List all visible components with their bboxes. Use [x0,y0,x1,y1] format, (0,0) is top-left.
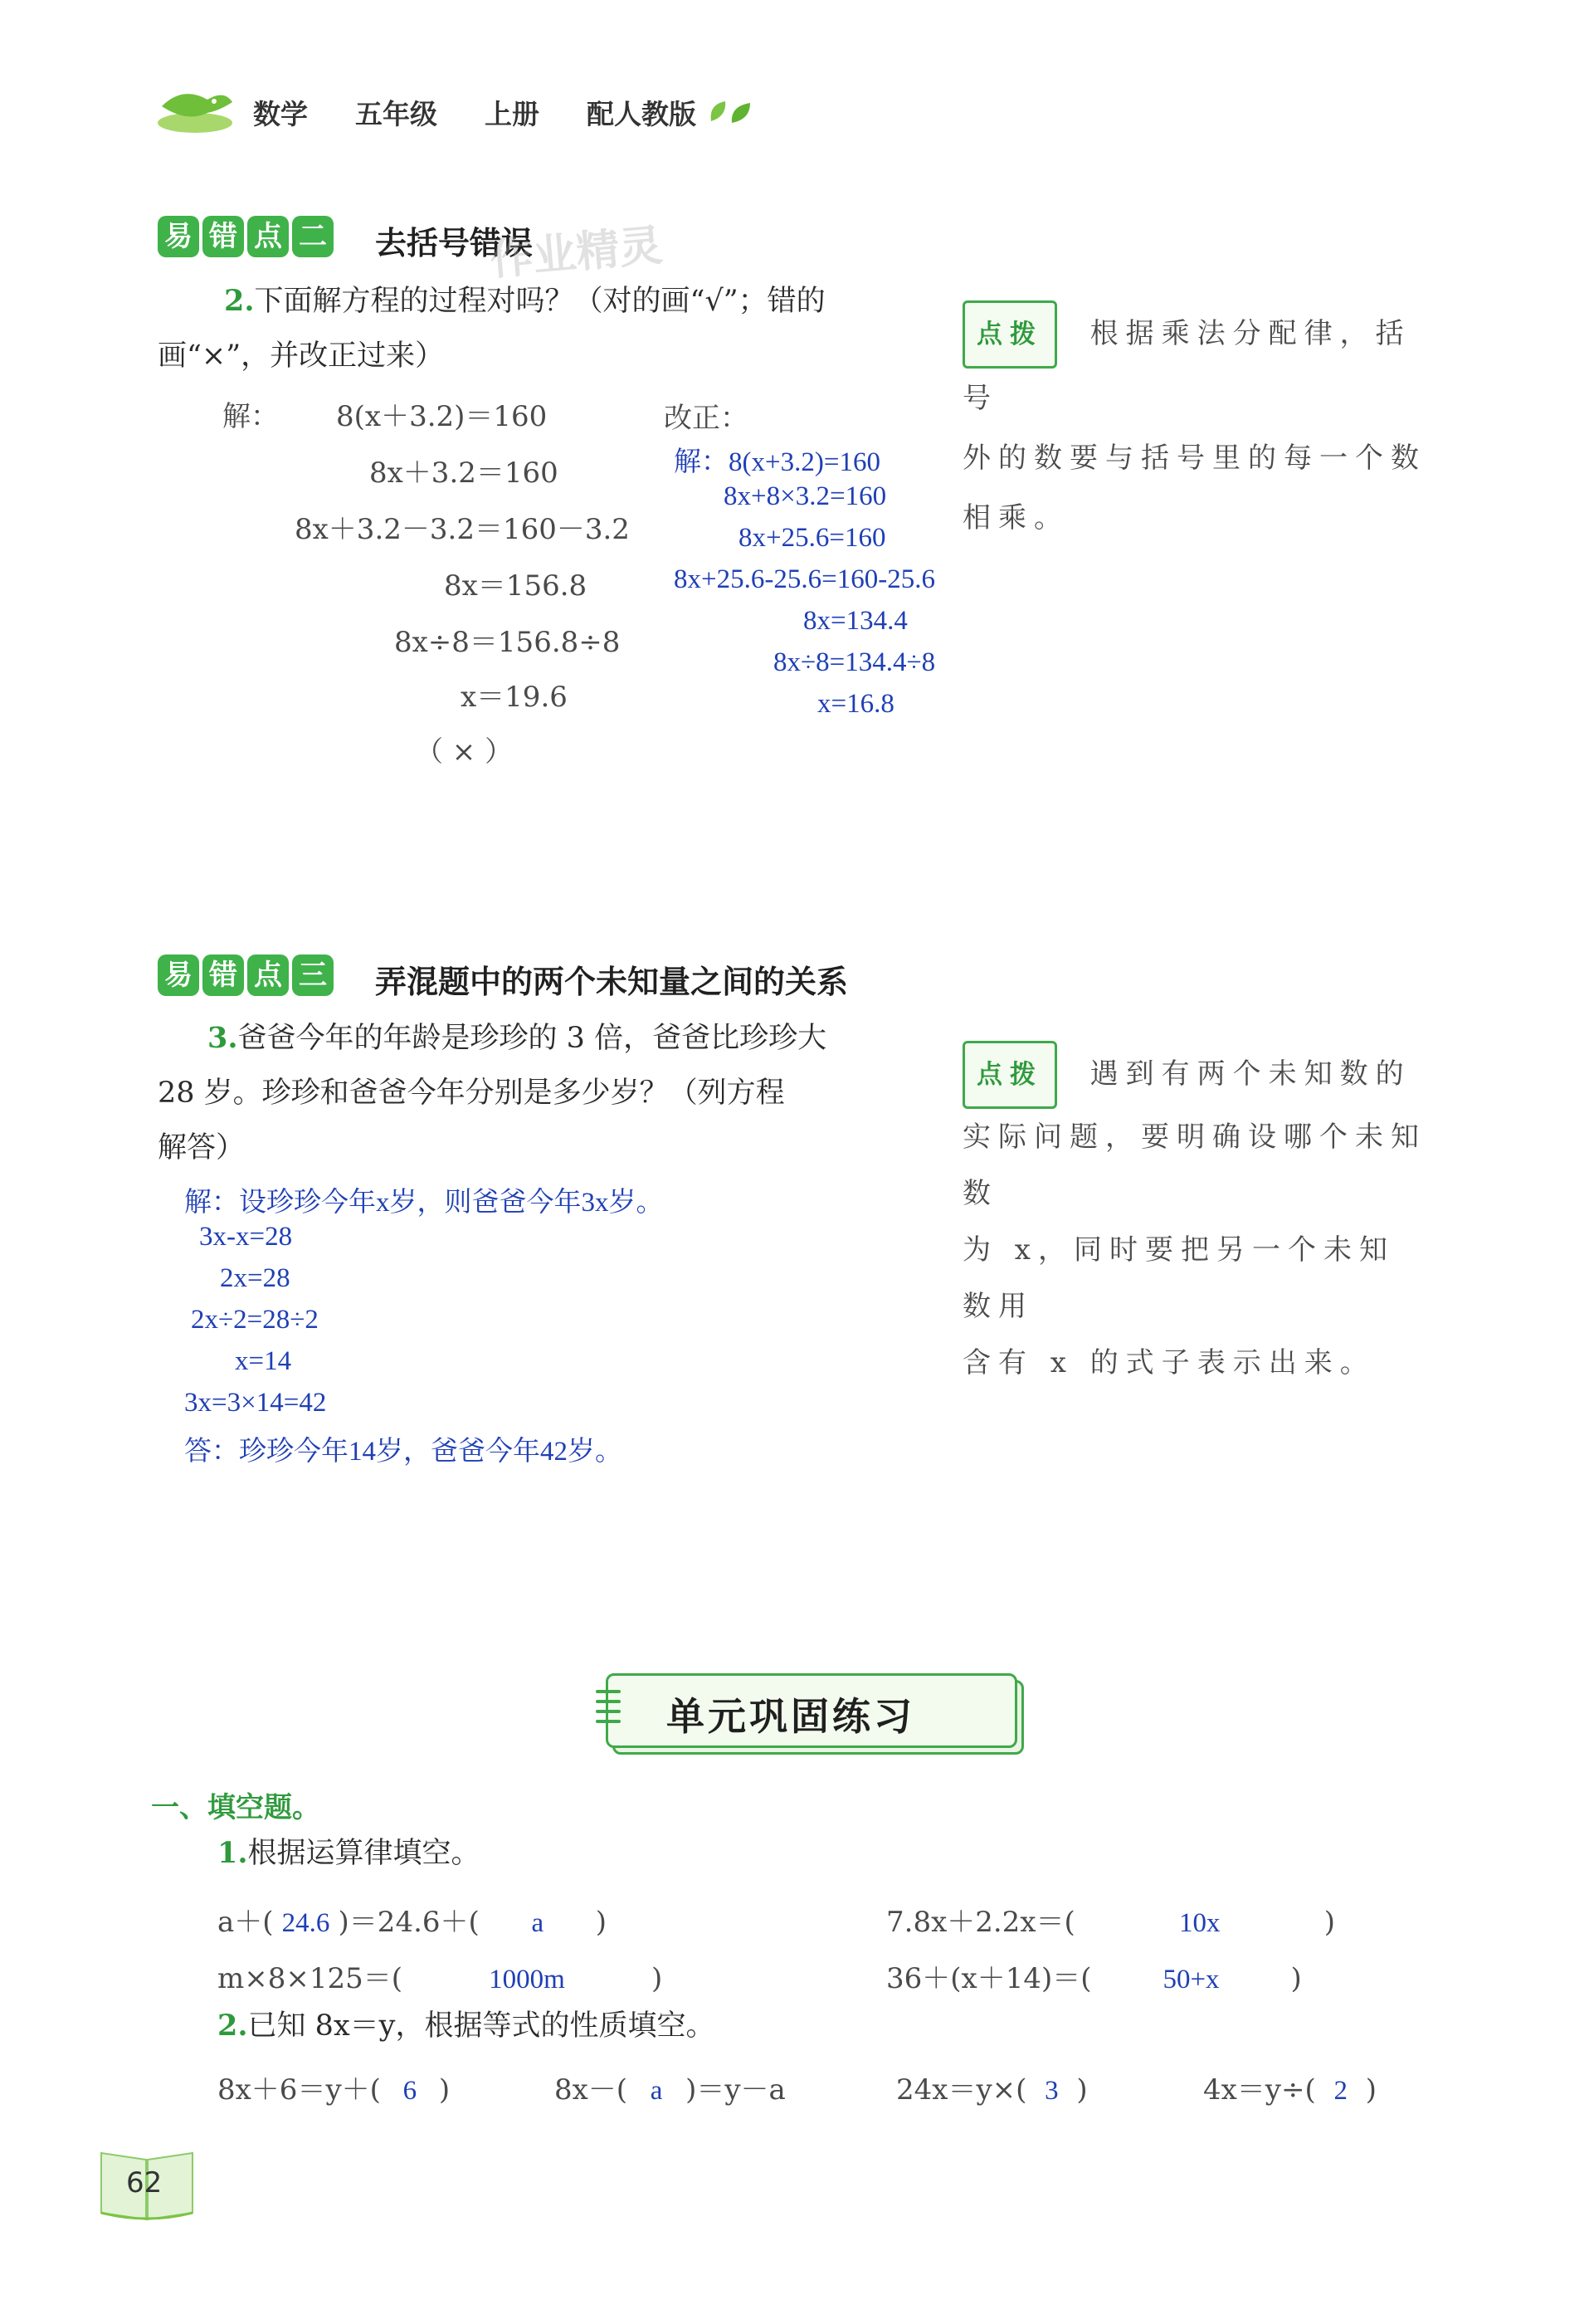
answer-blank: 1000m [489,1965,565,1994]
wrong-step: 8x＝156.8 [444,569,587,603]
correction-step: 解：8(x+3.2)=160 [674,447,880,477]
fill-row: m×8×125＝( 1000m ) [217,1962,663,1995]
header-grade: 五年级 [355,98,437,130]
correction-step: 8x+25.6=160 [738,523,886,553]
correction-step: 8x+25.6-25.6=160-25.6 [674,564,935,594]
part1-title: 一、填空题。 [151,1791,320,1824]
header-subject: 数学 [253,98,308,130]
solve-label: 解： [222,400,279,433]
fill-row: a＋( 24.6 )＝24.6＋( a ) [217,1906,607,1939]
wrong-step: 8x＋3.2－3.2＝160－3.2 [295,513,630,546]
answer-blank: 50+x [1163,1965,1220,1994]
answer-blank: 2 [1333,2076,1348,2106]
unit-q2: 2.已知 8x＝y，根据等式的性质填空。 [217,2009,715,2043]
answer-blank: 6 [402,2076,417,2106]
question3-text: 3.爸爸今年的年龄是珍珍的 3 倍，爸爸比珍珍大 28 岁。珍珍和爸爸今年分别是多少岁？（列方程 解答） [158,1021,827,1164]
answer-blank: a [650,2076,663,2106]
correction-step: 8x=134.4 [803,606,908,636]
judge-mark: （ × ） [415,735,514,769]
tip3: 点拨 遇到有两个未知数的 实际问题，要明确设哪个未知数 为 x，同时要把另一个未知数用 含有 x 的式子表示出来。 [963,1041,1427,1391]
question2-text: 2.下面解方程的过程对吗？（对的画“√”；错的 画“×”，并改正过来） [158,284,826,373]
correction-step: 8x+8×3.2=160 [724,481,887,511]
correction-step: 8x÷8=134.4÷8 [773,647,936,677]
tip3-label: 点拨 [963,1041,1057,1109]
tip2: 点拨 根据乘法分配律，括号 外的数要与括号里的每一个数 相乘。 [963,300,1427,548]
fill-row: 8x－( a )＝y－a [554,2073,786,2107]
answer-blank: a [531,1908,544,1938]
watermark: 作业精灵 [488,221,665,286]
header-leaf-icon [707,98,753,126]
fill-row: 8x＋6＝y＋( 6 ) [217,2073,451,2107]
section3-title: 弄混题中的两个未知量之间的关系 [375,964,849,1000]
unit-banner: 单元巩固练习 [596,1667,1027,1758]
fill-row: 4x＝y÷( 2 ) [1203,2073,1377,2107]
wrong-step: 8x÷8＝156.8÷8 [394,626,621,659]
fill-row: 36＋(x＋14)＝( 50+x ) [886,1962,1302,1995]
wrong-step: x＝19.6 [461,681,568,714]
unit-q1: 1.根据运算律填空。 [217,1836,480,1870]
header-bird-logo [149,81,236,139]
correction-step: x=16.8 [817,689,894,719]
answer-blank: 24.6 [281,1908,330,1938]
answer-line: 2x÷2=28÷2 [191,1305,319,1335]
header-volume: 上册 [485,98,539,130]
fill-row: 24x＝y×( 3 ) [896,2073,1088,2107]
answer-line: 3x=3×14=42 [184,1388,327,1418]
fill-row: 7.8x＋2.2x＝( 10x ) [886,1906,1336,1939]
header-edition: 配人教版 [587,98,696,130]
answer-line: 2x=28 [220,1263,290,1293]
correction-label: 改正： [664,402,748,435]
section3-badge: 易 错 点 三 [158,954,337,996]
answer-blank: 10x [1179,1908,1221,1938]
answer-line: 3x-x=28 [199,1222,293,1252]
section2-title: 去括号错误 [375,225,534,261]
section2-badge: 易 错 点 二 [158,216,337,257]
answer-blank: 3 [1045,2076,1059,2106]
answer-line: 解：设珍珍今年x岁，则爸爸今年3x岁。 [184,1188,664,1218]
tip2-label: 点拨 [963,300,1057,369]
answer-line: x=14 [235,1346,292,1376]
page-number: 62 [126,2166,163,2200]
answer-line: 答：珍珍今年14岁，爸爸今年42岁。 [184,1437,622,1467]
wrong-step: 8(x＋3.2)＝160 [336,400,548,433]
wrong-step: 8x＋3.2＝160 [369,456,558,490]
